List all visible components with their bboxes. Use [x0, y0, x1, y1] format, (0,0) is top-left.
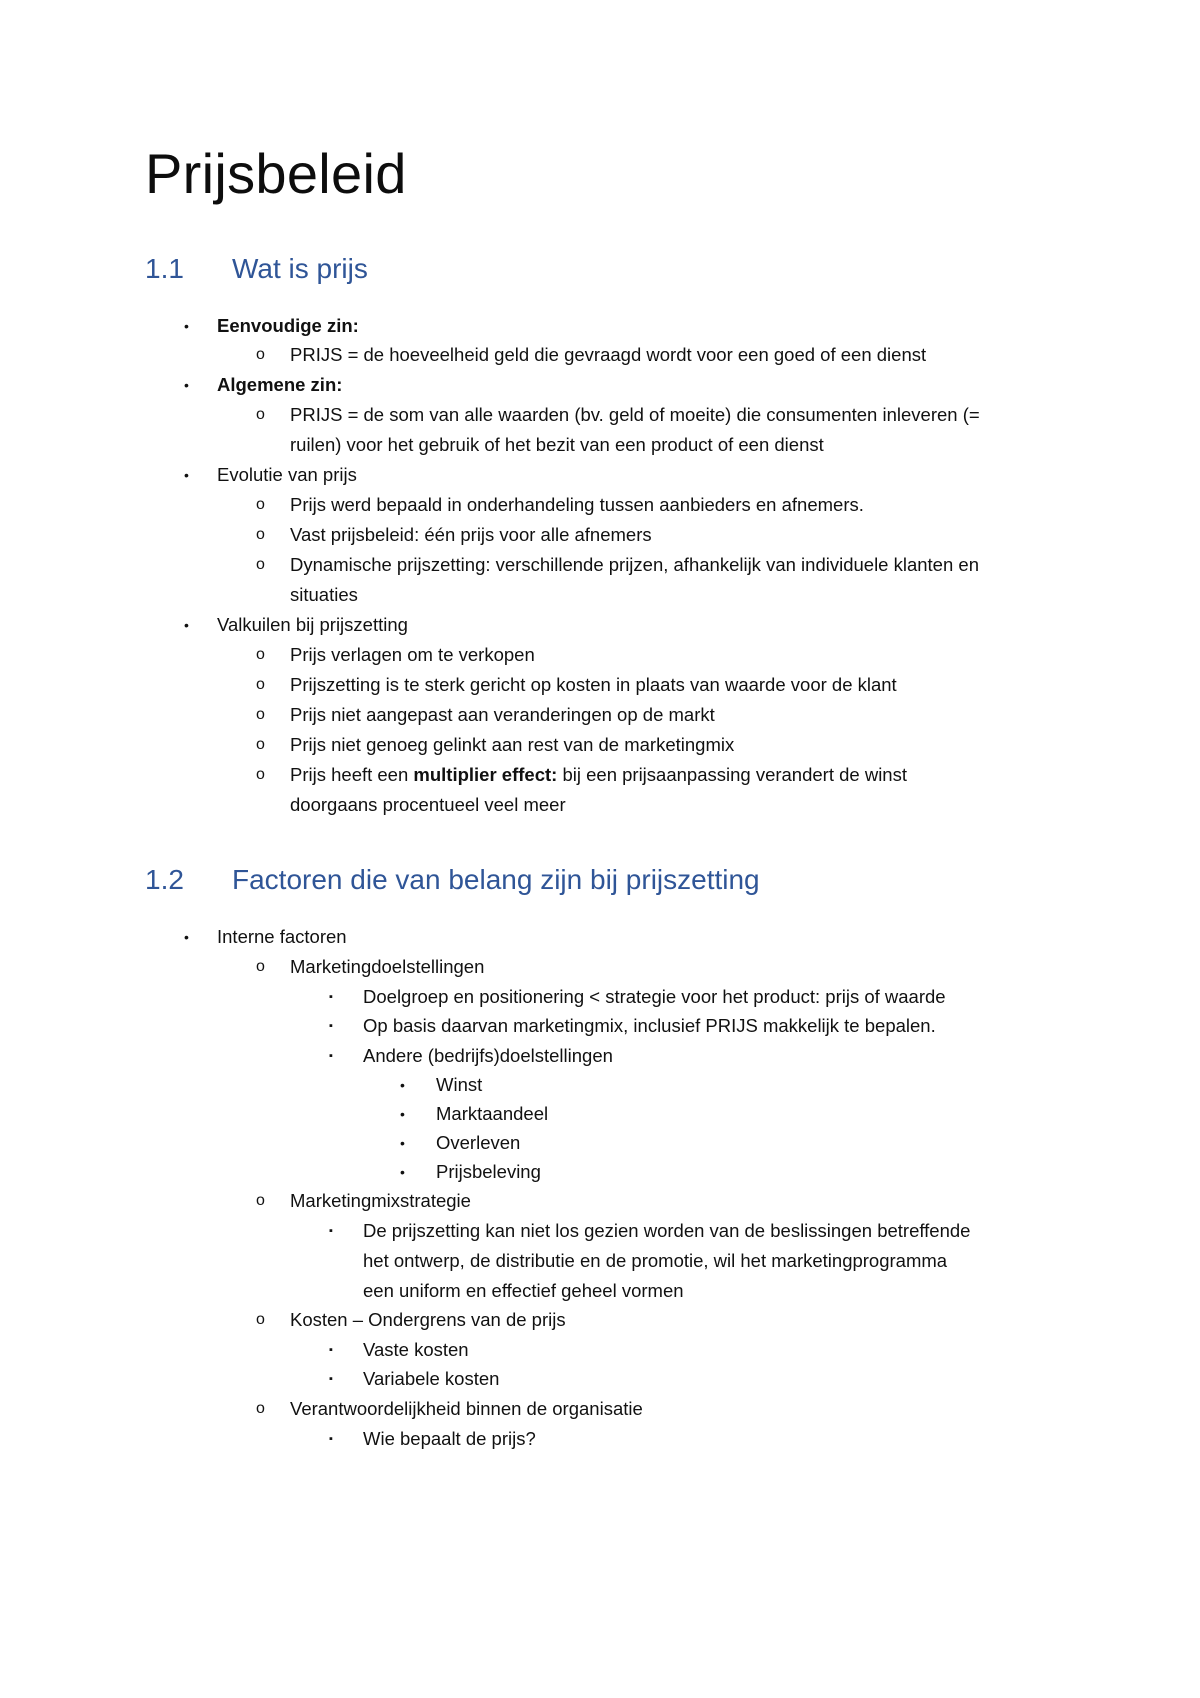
circle-marker: o — [256, 676, 265, 693]
document-title: Prijsbeleid — [145, 142, 407, 205]
list-item-text: Valkuilen bij prijszetting — [217, 614, 408, 635]
list-item-text: Variabele kosten — [363, 1368, 500, 1389]
bullet-marker: • — [184, 377, 189, 393]
list-item-label: Algemene zin: — [217, 374, 343, 395]
list-item-text: PRIJS = de hoeveelheid geld die gevraagd wordt voor een goed of een dienst — [290, 344, 927, 365]
list-item-text: Prijszetting is te sterk gericht op kosten in plaats van waarde voor de klant — [290, 674, 897, 695]
list-item-text: Prijs werd bepaald in onderhandeling tussen aanbieders en afnemers. — [290, 494, 864, 515]
list-item-text: ruilen) voor het gebruik of het bezit van een product of een dienst — [290, 434, 824, 455]
square-marker: ▪ — [329, 991, 333, 1003]
circle-marker: o — [256, 496, 265, 513]
list-item-text: PRIJS = de som van alle waarden (bv. geld of moeite) die consumenten inleveren (= — [290, 404, 980, 425]
circle-marker: o — [256, 346, 265, 363]
circle-marker: o — [256, 646, 265, 663]
list-item-text: Overleven — [436, 1132, 521, 1153]
square-marker: ▪ — [329, 1373, 333, 1385]
list-item-text: Marktaandeel — [436, 1103, 549, 1124]
list-item-text: De prijszetting kan niet los gezien worden van de beslissingen betreffende — [363, 1220, 971, 1241]
circle-marker: o — [256, 1311, 265, 1328]
bullet-marker: • — [184, 318, 189, 334]
list-item-text: situaties — [290, 584, 358, 605]
list-item-text: Verantwoordelijkheid binnen de organisatie — [290, 1398, 643, 1419]
list-item-text: Op basis daarvan marketingmix, inclusief PRIJS makkelijk te bepalen. — [363, 1015, 936, 1036]
section-heading-1-1 — [145, 252, 368, 286]
circle-marker: o — [256, 1192, 265, 1209]
list-item-text: Prijs verlagen om te verkopen — [290, 644, 535, 665]
bullet-marker: • — [184, 617, 189, 633]
list-item-text: Prijs heeft een — [290, 764, 414, 785]
square-marker: ▪ — [329, 1050, 333, 1062]
square-marker: ▪ — [329, 1020, 333, 1032]
list-item-text: Marketingmixstrategie — [290, 1190, 471, 1211]
circle-marker: o — [256, 526, 265, 543]
circle-marker: o — [256, 1400, 265, 1417]
list-item-text: het ontwerp, de distributie en de promotie, wil het marketingprogramma — [363, 1250, 948, 1271]
list-item-text: Evolutie van prijs — [217, 464, 357, 485]
circle-marker: o — [256, 406, 265, 423]
circle-marker: o — [256, 556, 265, 573]
bullet-marker: • — [400, 1106, 405, 1122]
square-marker: ▪ — [329, 1433, 333, 1445]
list-item-text: Wie bepaalt de prijs? — [363, 1428, 536, 1449]
list-item-text: Winst — [436, 1074, 483, 1095]
bullet-marker: • — [400, 1164, 405, 1180]
bullet-marker: • — [184, 929, 189, 945]
circle-marker: o — [256, 736, 265, 753]
list-item-text: Doelgroep en positionering < strategie voor het product: prijs of waarde — [363, 986, 946, 1007]
section-title: Factoren die van belang zijn bij prijszetting — [232, 864, 760, 895]
section-heading-1-2 — [145, 863, 760, 897]
list-item-text: Dynamische prijszetting: verschillende prijzen, afhankelijk van individuele klanten en — [290, 554, 979, 575]
section-number: 1.1 — [145, 253, 184, 284]
bullet-marker: • — [184, 467, 189, 483]
list-item-label: Eenvoudige zin: — [217, 315, 359, 336]
square-marker: ▪ — [329, 1225, 333, 1237]
bullet-marker: • — [400, 1135, 405, 1151]
bullet-marker: • — [400, 1077, 405, 1093]
emphasis-text: multiplier effect: — [413, 764, 558, 785]
list-item-text: Prijs niet aangepast aan veranderingen op de markt — [290, 704, 715, 725]
list-item-text: Kosten – Ondergrens van de prijs — [290, 1309, 566, 1330]
square-marker: ▪ — [329, 1344, 333, 1356]
list-item-text: doorgaans procentueel veel meer — [290, 794, 566, 815]
list-item-text: een uniform en effectief geheel vormen — [363, 1280, 684, 1301]
list-item-text: bij een prijsaanpassing verandert de winst — [557, 764, 907, 785]
section-title: Wat is prijs — [232, 253, 368, 284]
circle-marker: o — [256, 958, 265, 975]
circle-marker: o — [256, 766, 265, 783]
list-item-text: Marketingdoelstellingen — [290, 956, 485, 977]
section-number: 1.2 — [145, 864, 184, 895]
list-item-text: Vaste kosten — [363, 1339, 469, 1360]
list-item-text: Vast prijsbeleid: één prijs voor alle afnemers — [290, 524, 652, 545]
list-item-text: Prijsbeleving — [436, 1161, 541, 1182]
list-item-text: Prijs niet genoeg gelinkt aan rest van de marketingmix — [290, 734, 735, 755]
list-item-text: Andere (bedrijfs)doelstellingen — [363, 1045, 613, 1066]
list-item-text: Interne factoren — [217, 926, 347, 947]
circle-marker: o — [256, 706, 265, 723]
